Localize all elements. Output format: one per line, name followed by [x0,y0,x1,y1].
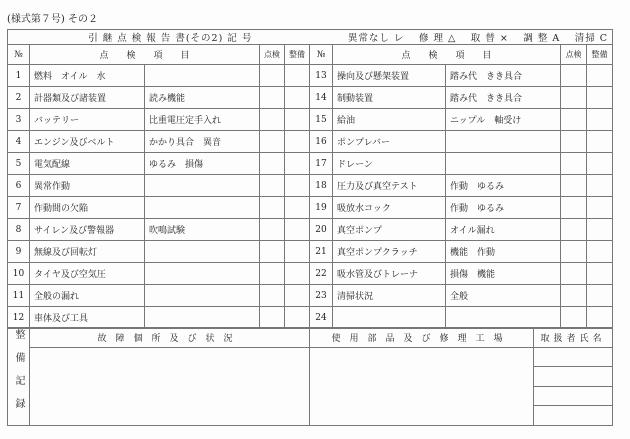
item-name: 吸放水コック [333,197,446,219]
check-cell[interactable] [561,241,587,263]
item-number: 3 [8,109,30,131]
item-detail: 機能 作動 [446,241,561,263]
item-number: 9 [8,241,30,263]
item-detail [446,153,561,175]
maint-cell[interactable] [587,285,613,307]
header-item: 点 検 項 目 [333,45,561,65]
maint-cell[interactable] [285,285,310,307]
item-detail [145,263,260,285]
item-name: 給油 [333,109,446,131]
item-detail [145,241,260,263]
item-detail [145,197,260,219]
check-cell[interactable] [561,131,587,153]
item-detail [145,307,260,329]
item-name: 異常作動 [30,175,145,197]
parts-field[interactable] [310,347,534,425]
handler-name-field[interactable] [534,386,613,406]
check-cell[interactable] [260,87,285,109]
maint-cell[interactable] [587,175,613,197]
item-detail: ゆるみ 損傷 [145,153,260,175]
maint-cell[interactable] [285,109,310,131]
item-number: 21 [310,241,333,263]
maint-cell[interactable] [587,219,613,241]
header-no: № [310,45,333,65]
check-cell[interactable] [561,285,587,307]
item-name: 全般の漏れ [30,285,145,307]
table-row [8,241,613,263]
check-cell[interactable] [561,153,587,175]
item-detail: 作動 ゆるみ [446,197,561,219]
table-row [8,197,613,219]
record-side-cell [8,328,30,426]
header-maint: 整備 [285,45,310,65]
table-row [8,109,613,131]
maint-cell[interactable] [285,175,310,197]
table-row [8,263,613,285]
item-name: 電気配線 [30,153,145,175]
handler-name-field[interactable] [534,367,613,387]
maint-cell[interactable] [285,65,310,87]
maint-cell[interactable] [285,307,310,329]
item-number: 8 [8,219,30,241]
maint-cell[interactable] [587,131,613,153]
check-cell[interactable] [260,219,285,241]
fault-field[interactable] [30,347,310,425]
item-detail: 作動 ゆるみ [446,175,561,197]
check-cell[interactable] [260,153,285,175]
item-name: 吸水管及びトレーナ [333,263,446,285]
item-number: 11 [8,285,30,307]
item-name: 真空ポンプクラッチ [333,241,446,263]
item-detail [145,65,260,87]
form-number: (様式第７号) その２ [7,14,98,25]
item-name: 清掃状況 [333,285,446,307]
check-cell[interactable] [260,241,285,263]
table-row [8,153,613,175]
item-detail: 読み機能 [145,87,260,109]
item-detail: 全般 [446,285,561,307]
maint-cell[interactable] [587,153,613,175]
item-name: ポンプレバー [333,131,446,153]
check-cell[interactable] [260,65,285,87]
item-number: 12 [8,307,30,329]
item-name: 燃料 オイル 水 [30,65,145,87]
item-name: 車体及び工具 [30,307,145,329]
item-name: タイヤ及び空気圧 [30,263,145,285]
item-detail [446,307,561,329]
check-cell[interactable] [561,175,587,197]
symbol-legend: 異常なし レ 修 理 △ 取 替 × 調 整 A 清掃 C [333,30,613,45]
check-cell[interactable] [561,263,587,285]
item-number: 10 [8,263,30,285]
item-number: 14 [310,87,333,109]
header-check: 点検 [561,45,587,65]
item-detail [145,175,260,197]
item-number: 23 [310,285,333,307]
item-detail: 吹鳴試験 [145,219,260,241]
inspection-table [7,29,613,329]
item-detail: かかり具合 異音 [145,131,260,153]
table-row [8,285,613,307]
item-number: 13 [310,65,333,87]
table-row [8,219,613,241]
maint-cell[interactable] [285,197,310,219]
table-row [8,307,613,329]
check-cell[interactable] [561,109,587,131]
table-row [8,87,613,109]
item-name: 圧力及び真空テスト [333,175,446,197]
fault-header: 故障個所及び状況 [30,328,310,348]
maint-cell[interactable] [285,131,310,153]
handler-header: 取扱者氏名 [534,328,613,348]
item-detail: オイル漏れ [446,219,561,241]
check-cell[interactable] [561,219,587,241]
maintenance-record-table [7,327,613,426]
item-name: 真空ポンプ [333,219,446,241]
record-side-label: 整備記録 [13,328,24,421]
item-name: 制動装置 [333,87,446,109]
maint-cell[interactable] [285,153,310,175]
maint-cell[interactable] [587,307,613,329]
check-cell[interactable] [260,263,285,285]
item-number: 1 [8,65,30,87]
item-number: 7 [8,197,30,219]
item-detail [145,285,260,307]
item-name: サイレン及び警報器 [30,219,145,241]
item-number: 19 [310,197,333,219]
check-cell[interactable] [561,65,587,87]
item-number: 6 [8,175,30,197]
item-number: 4 [8,131,30,153]
handler-name-field[interactable] [534,406,613,426]
check-cell[interactable] [561,87,587,109]
item-number: 16 [310,131,333,153]
item-number: 15 [310,109,333,131]
maint-cell[interactable] [285,263,310,285]
check-cell[interactable] [260,307,285,329]
handler-name-field[interactable] [534,347,613,367]
item-name [333,307,446,329]
maint-cell[interactable] [285,241,310,263]
item-number: 24 [310,307,333,329]
maint-cell[interactable] [587,87,613,109]
check-cell[interactable] [260,131,285,153]
table-row [8,131,613,153]
item-name: 操向及び懸架装置 [333,65,446,87]
header-check: 点検 [260,45,285,65]
maint-cell[interactable] [587,65,613,87]
item-detail: 損傷 機能 [446,263,561,285]
item-number: 5 [8,153,30,175]
maint-cell[interactable] [587,197,613,219]
item-name: 無線及び回転灯 [30,241,145,263]
check-cell[interactable] [260,197,285,219]
check-cell[interactable] [260,175,285,197]
item-name: ドレーン [333,153,446,175]
item-number: 22 [310,263,333,285]
maint-cell[interactable] [587,263,613,285]
maint-cell[interactable] [587,241,613,263]
item-number: 18 [310,175,333,197]
maint-cell[interactable] [285,219,310,241]
check-cell[interactable] [260,285,285,307]
item-name: 計器類及び諸装置 [30,87,145,109]
parts-header: 使用部品及び修理工場 [310,328,534,348]
check-cell[interactable] [561,307,587,329]
item-number: 17 [310,153,333,175]
item-number: 20 [310,219,333,241]
item-detail: 踏み代 きき具合 [446,87,561,109]
header-no: № [8,45,30,65]
item-detail: ニップル 軸受け [446,109,561,131]
check-cell[interactable] [561,197,587,219]
item-name: 作動間の欠陥 [30,197,145,219]
item-detail: 比重電圧定手入れ [145,109,260,131]
item-detail: 踏み代 きき具合 [446,65,561,87]
header-item: 点 検 項 目 [30,45,260,65]
report-title: 引 継 点 検 報 告 書(その2) 記 号 [8,30,333,45]
item-detail [446,131,561,153]
check-cell[interactable] [260,109,285,131]
item-number: 2 [8,87,30,109]
maint-cell[interactable] [285,87,310,109]
maint-cell[interactable] [587,109,613,131]
table-row [8,65,613,87]
table-row [8,175,613,197]
item-name: バッテリー [30,109,145,131]
header-maint: 整備 [587,45,613,65]
item-name: エンジン及びベルト [30,131,145,153]
